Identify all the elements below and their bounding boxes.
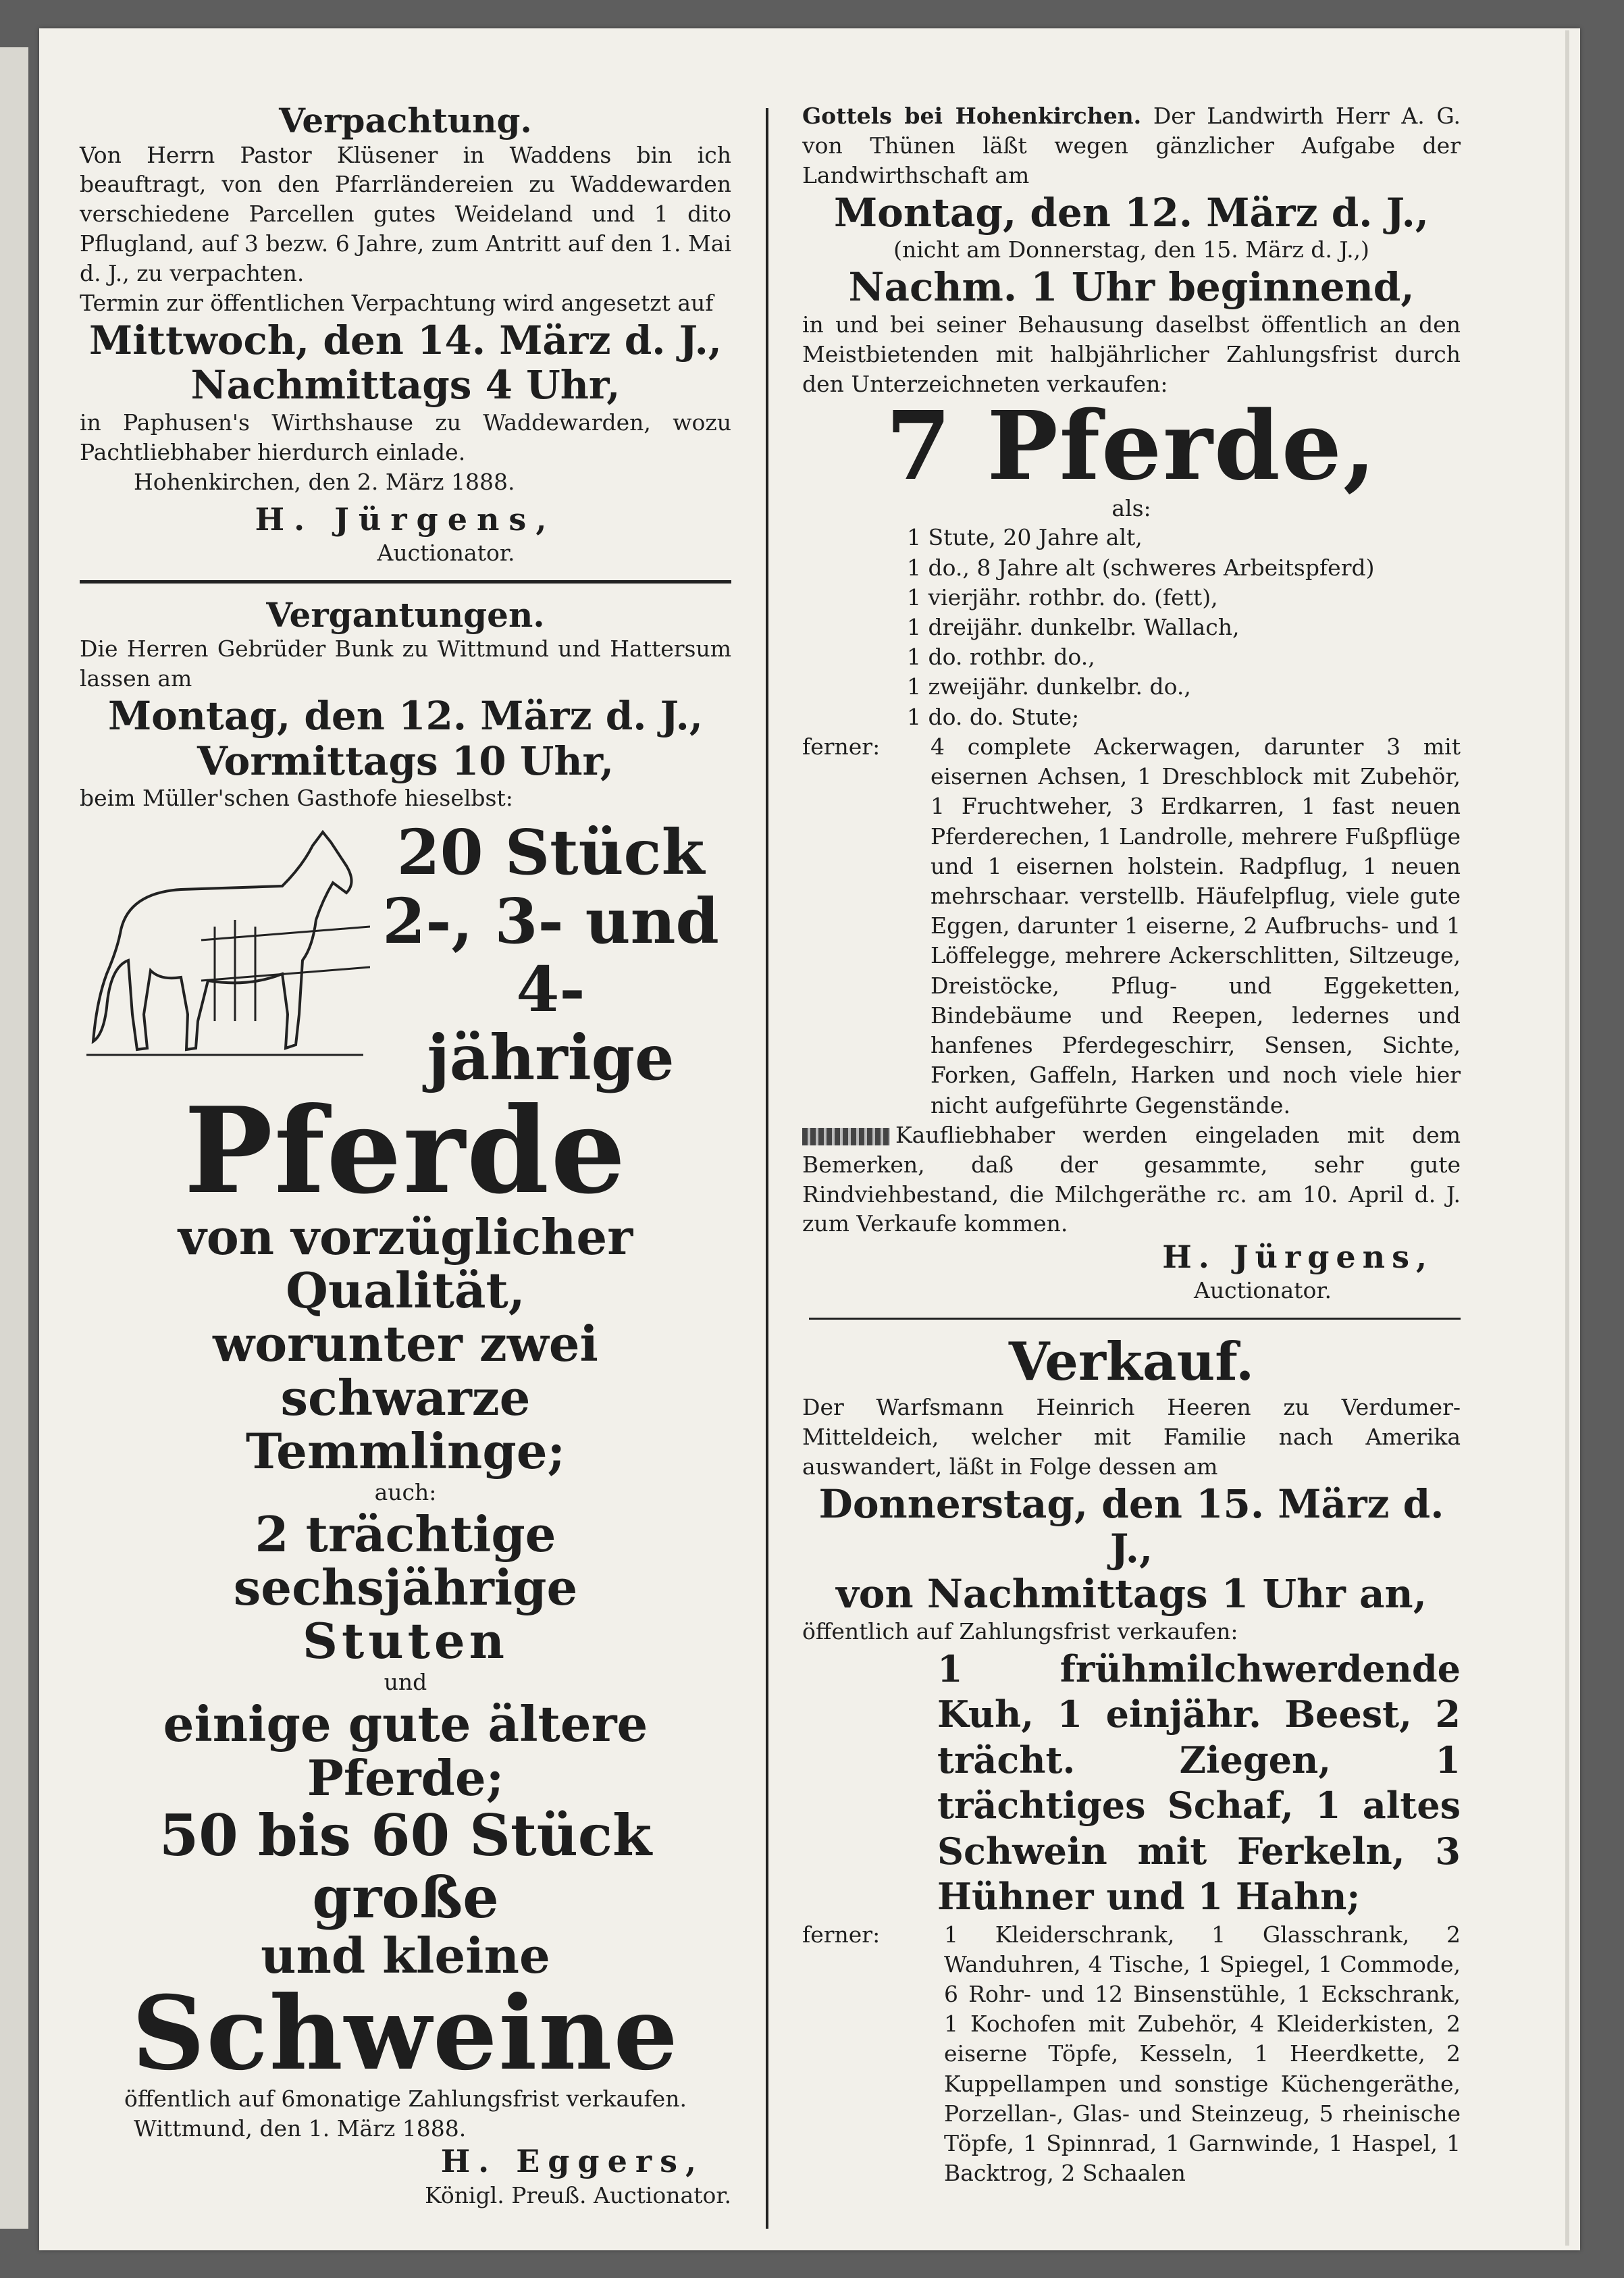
ad-time: Vormittags 10 Uhr, xyxy=(197,737,614,784)
pointing-hand-icon xyxy=(802,1128,890,1145)
ad-place-date: Wittmund, den 1. März 1888. xyxy=(134,2115,467,2142)
ad-vergantungen xyxy=(80,596,731,2210)
ferner-label: ferner: xyxy=(802,1921,881,1948)
ad-pferde-headline: Pferde xyxy=(184,1082,627,1221)
ad-line: worunter zwei schwarze xyxy=(213,1315,598,1426)
ad-time: von Nachmittags 1 Uhr an, xyxy=(836,1571,1427,1617)
ad-schweine-headline: Schweine xyxy=(132,1973,679,2093)
ad-count: 20 Stück xyxy=(396,816,705,889)
ad-body: Von Herrn Pastor Klüsener in Waddens bin ich beauftragt, von den Pfarrländereien zu Waddewarden verschiedene Parcellen gutes Weideland und 1 dito Pflugland, auf 3 bezw. 6 Jahre, zum Antritt auf den 1. Mai d. J., zu verpachten. xyxy=(80,141,731,286)
left-column xyxy=(80,101,731,2210)
ad-time: Nachm. 1 Uhr beginnend, xyxy=(848,264,1415,311)
ad-line: von vorzüglicher Qualität, xyxy=(178,1208,633,1320)
ad-signer: H. Jürgens, xyxy=(255,500,556,538)
list-item: 1 do., 8 Jahre alt (schweres Arbeitspferd) xyxy=(907,554,1375,581)
ad-time: Nachmittags 4 Uhr, xyxy=(190,362,621,409)
ad-title: Verkauf. xyxy=(1008,1331,1255,1393)
ad-headline: 7 Pferde, xyxy=(885,390,1378,502)
ad-line: und kleine xyxy=(261,1927,550,1985)
ad-separator xyxy=(80,580,731,584)
ad-body: Termin zur öffentlichen Verpachtung wird angesetzt auf xyxy=(80,289,714,316)
right-column xyxy=(802,101,1461,2189)
list-item: 1 do. do. Stute; xyxy=(907,703,1080,730)
list-item: 1 Stute, 20 Jahre alt, xyxy=(907,524,1143,551)
ad-role: Auctionator. xyxy=(377,539,515,566)
ad-ferner xyxy=(802,1920,1461,2189)
list-item: 1 do. rothbr. do., xyxy=(907,644,1095,671)
ad-closing: Kaufliebhaber werden eingeladen mit dem Bemerken, daß der gesammte, sehr gute Rindviehbestand, die Milchgeräthe rc. am 10. April d. J. zum Verkaufe kommen. xyxy=(802,1121,1461,1237)
ad-gottels xyxy=(802,101,1461,1305)
ad-verpachtung xyxy=(80,101,731,568)
ad-title: Verpachtung. xyxy=(279,101,532,140)
ad-role: Königl. Preuß. Auctionator. xyxy=(425,2181,731,2208)
horse-block xyxy=(80,816,731,1094)
horse-illustration-icon xyxy=(80,819,370,1068)
ad-date: Montag, den 12. März d. J., xyxy=(833,189,1430,236)
ad-body: Der Warfsmann Heinrich Heeren zu Verdumer-Mitteldeich, welcher mit Familie nach Amerika auswandert, läßt in Folge dessen am xyxy=(802,1394,1461,1480)
ad-line: Stuten xyxy=(302,1612,508,1670)
ferner-label: ferner: xyxy=(802,733,881,760)
list-item: 1 vierjähr. rothbr. do. (fett), xyxy=(907,584,1218,611)
ad-date: Montag, den 12. März d. J., xyxy=(107,693,704,740)
ad-line: 2 trächtige sechsjährige xyxy=(233,1505,578,1617)
ad-line: 50 bis 60 Stück große xyxy=(159,1801,652,1932)
ad-body: in und bei seiner Behausung daselbst öffentlich an den Meistbietenden mit halbjährlicher Zahlungsfrist durch den Unterzeichneten verkaufen: xyxy=(802,311,1461,397)
page-edge xyxy=(1565,30,1569,2246)
ad-date: Mittwoch, den 14. März d. J., xyxy=(89,317,722,363)
ad-body: öffentlich auf 6monatige Zahlungsfrist verkaufen. xyxy=(124,2085,687,2112)
ad-verkauf xyxy=(802,1332,1461,2188)
ad-body: Die Herren Gebrüder Bunk zu Wittmund und Hattersum lassen am xyxy=(80,636,731,692)
list-item: 1 zweijähr. dunkelbr. do., xyxy=(907,673,1191,700)
ad-lead-bold: Gottels bei Hohenkirchen. xyxy=(802,103,1142,129)
ad-ferner xyxy=(802,732,1461,1120)
binding-shadow xyxy=(0,47,28,2229)
ad-als: als: xyxy=(1111,494,1151,521)
ad-body: öffentlich auf Zahlungsfrist verkaufen: xyxy=(802,1617,1238,1645)
ferner-text: 4 complete Ackerwagen, darunter 3 mit eisernen Achsen, 1 Dreschblock mit Zubehör, 1 Fruchtweher, 3 Erdkarren, 1 fast neuen Pferderechen, 1 Landrolle, mehrere Fußpflüge und 1 eisernen holstein. Radpflug, 1 neuen mehrschaar. verstellb. Häufelpflug, viele gute Eggen, darunter 1 eiserne, 2 Aufbruchs- und 1 Löffelegge, mehrere Ackerschlitten, Siltzeuge, Dreistöcke, Pflug- und Eggeketten, Bindebäume und Reepen, ledernes und hanfenes Pferdegeschirr, Sensen, Sichte, Forken, Gaffeln, Harken und noch viele hier nicht aufgeführte Gegenstände. xyxy=(931,733,1461,1118)
ad-body: beim Müller'schen Gasthofe hieselbst: xyxy=(80,785,513,812)
ad-signer: H. Eggers, xyxy=(440,2143,704,2180)
ad-signer: H. Jürgens, xyxy=(1162,1239,1434,1276)
ad-date: Donnerstag, den 15. März d. J., xyxy=(818,1480,1444,1572)
ad-role: Auctionator. xyxy=(1194,1277,1332,1304)
ad-ages: 2-, 3- und 4- xyxy=(382,884,719,1026)
horse-list xyxy=(802,523,1461,732)
ad-big-list: 1 frühmilchwerdende Kuh, 1 einjähr. Beest, 2 trächt. Ziegen, 1 trächtiges Schaf, 1 altes Schwein mit Ferkeln, 3 Hühner und 1 Hahn; xyxy=(937,1647,1461,1919)
ad-date-note: (nicht am Donnerstag, den 15. März d. J.,) xyxy=(893,236,1369,263)
ad-place-date: Hohenkirchen, den 2. März 1888. xyxy=(134,468,515,495)
list-item: 1 dreijähr. dunkelbr. Wallach, xyxy=(907,614,1240,641)
ad-line: und xyxy=(384,1669,427,1696)
ad-line: auch: xyxy=(374,1479,437,1505)
ad-separator xyxy=(809,1318,1461,1320)
ad-ages2: jährige xyxy=(427,1020,675,1094)
column-divider xyxy=(766,108,768,2229)
ad-title: Vergantungen. xyxy=(266,594,545,635)
ad-body: Der Landwirth Herr A. G. von Thünen läßt wegen gänzlicher Aufgabe der Landwirthschaft am xyxy=(802,103,1461,188)
ad-line: Temmlinge; xyxy=(245,1422,566,1480)
ferner-text: 1 Kleiderschrank, 1 Glasschrank, 2 Wanduhren, 4 Tische, 1 Spiegel, 1 Commode, 6 Rohr- und 12 Binsenstühle, 1 Eckschrank, 1 Kochofen mit Zubehör, 4 Kleiderkisten, 2 eiserne Töpfe, Kesseln, 1 Heerdkette, 2 Kuppellampen und sonstige Küchengeräthe, Porzellan-, Glas- und Steinzeug, 5 rheinische Töpfe, 1 Spinnrad, 1 Garnwinde, 1 Haspel, 1 Backtrog, 2 Schaalen xyxy=(944,1921,1461,2187)
ad-line: einige gute ältere Pferde; xyxy=(163,1695,648,1807)
ad-body: in Paphusen's Wirthshause zu Waddewarden, wozu Pachtliebhaber hierdurch einlade. xyxy=(80,409,731,465)
